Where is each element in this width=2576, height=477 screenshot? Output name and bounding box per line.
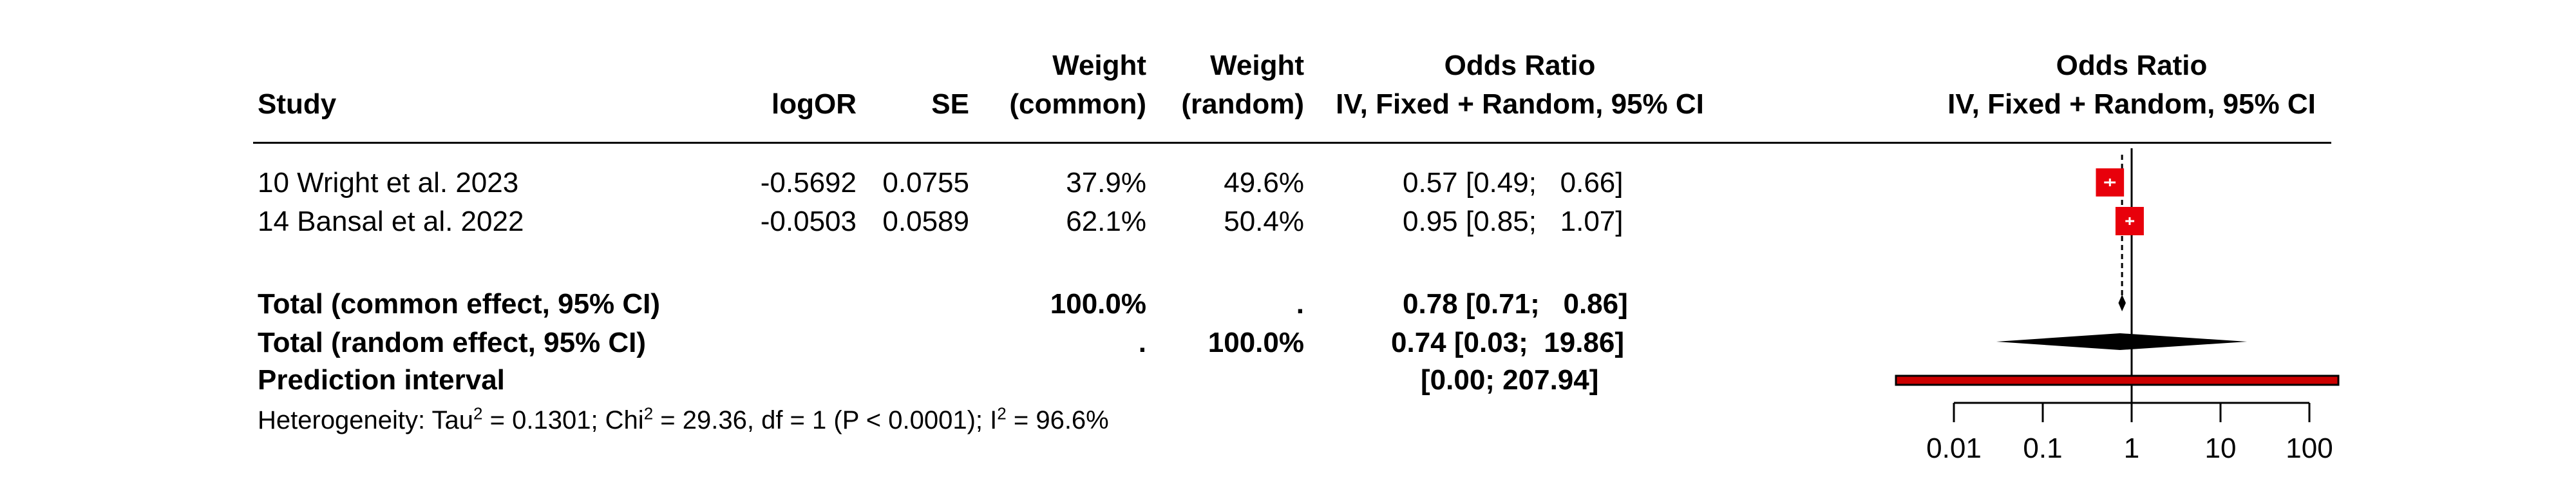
total-common-ci: 0.78 [0.71; 0.86] [1403, 288, 1628, 320]
header-study: Study [258, 88, 337, 120]
study-ci: 0.95 [0.85; 1.07] [1403, 206, 1624, 237]
total-random-weight-random: 100.0% [1208, 327, 1304, 358]
x-axis-tick-label: 0.01 [1926, 433, 1982, 464]
study-name: 10 Wright et al. 2023 [258, 167, 519, 199]
study-ci: 0.57 [0.49; 0.66] [1403, 167, 1624, 199]
study-weight-random: 49.6% [1224, 167, 1304, 199]
header-plot-line1: Odds Ratio [2056, 50, 2208, 81]
random-effect-diamond [1996, 333, 2247, 350]
header-or-line2: IV, Fixed + Random, 95% CI [1336, 88, 1704, 120]
common-effect-diamond [2118, 295, 2125, 311]
header-weight-random-line1: Weight [1210, 50, 1304, 81]
header-se: SE [931, 88, 969, 120]
header-logor: logOR [772, 88, 857, 120]
study-name: 14 Bansal et al. 2022 [258, 206, 524, 237]
het-sup3: 2 [997, 404, 1007, 423]
het-mid2: = 29.36, df = 1 (P < 0.0001); I [653, 406, 998, 434]
het-mid1: = 0.1301; Chi [482, 406, 644, 434]
study-weight-common: 37.9% [1066, 167, 1146, 199]
total-random-label: Total (random effect, 95% CI) [258, 327, 647, 358]
total-random-weight-common: . [1138, 327, 1146, 358]
study-se: 0.0755 [882, 167, 969, 199]
x-axis-tick-label: 1 [2123, 433, 2140, 464]
total-common-weight-common: 100.0% [1050, 288, 1146, 320]
total-random-ci: 0.74 [0.03; 19.86] [1391, 327, 1625, 358]
study-logor: -0.5692 [760, 167, 857, 199]
header-or-line1: Odds Ratio [1444, 50, 1596, 81]
het-end: = 96.6% [1006, 406, 1109, 434]
study-weight-common: 62.1% [1066, 206, 1146, 237]
study-weight-random: 50.4% [1224, 206, 1304, 237]
het-sup2: 2 [643, 404, 654, 423]
het-sup1: 2 [473, 404, 483, 423]
study-se: 0.0589 [882, 206, 969, 237]
header-weight-common-line2: (common) [1009, 88, 1146, 120]
prediction-interval-ci: [0.00; 207.94] [1421, 364, 1599, 396]
study-logor: -0.0503 [760, 206, 857, 237]
prediction-interval-label: Prediction interval [258, 364, 505, 396]
het-prefix: Heterogeneity: Tau [258, 406, 474, 434]
x-axis-tick-label: 0.1 [2023, 433, 2063, 464]
x-axis-tick-label: 10 [2204, 433, 2237, 464]
x-axis-tick-label: 100 [2286, 433, 2333, 464]
header-weight-random-line2: (random) [1181, 88, 1304, 120]
header-plot-line2: IV, Fixed + Random, 95% CI [1947, 88, 2316, 120]
prediction-interval-bar [1896, 376, 2338, 385]
total-common-label: Total (common effect, 95% CI) [258, 288, 661, 320]
header-weight-common-line1: Weight [1052, 50, 1146, 81]
total-common-weight-random: . [1296, 288, 1304, 320]
